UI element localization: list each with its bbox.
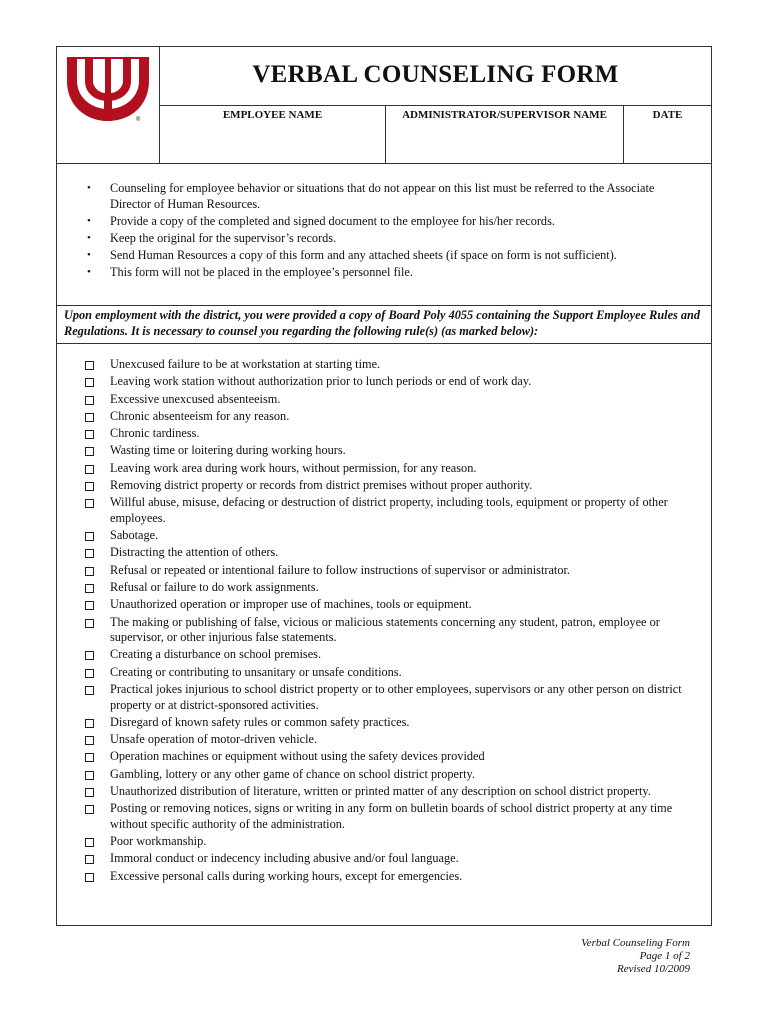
rule-text: Refusal or repeated or intentional failure to follow instructions of supervisor or administrator.	[110, 562, 570, 577]
rule-item	[57, 392, 685, 408]
rule-checkbox[interactable]	[85, 719, 94, 728]
rule-item	[57, 647, 685, 663]
instruction-item	[87, 265, 697, 281]
rule-checkbox[interactable]	[85, 788, 94, 797]
rule-item	[57, 478, 685, 494]
rule-text: Refusal or failure to do work assignments.	[110, 580, 319, 595]
rule-item	[57, 443, 685, 459]
rule-item	[57, 409, 685, 425]
rule-item	[57, 784, 685, 800]
rule-text: Wasting time or loitering during working hours.	[110, 443, 346, 458]
rule-checkbox[interactable]	[85, 430, 94, 439]
bullet-icon: •	[87, 231, 91, 244]
rule-checkbox[interactable]	[85, 855, 94, 864]
rule-item	[57, 545, 685, 561]
policy-statement	[57, 305, 711, 344]
rule-item	[57, 682, 685, 713]
supervisor-name-field[interactable]	[386, 106, 624, 163]
form-header	[57, 47, 711, 164]
registered-mark: ®	[136, 117, 141, 123]
rule-checkbox[interactable]	[85, 532, 94, 541]
rule-text: Excessive personal calls during working hours, except for emergencies.	[110, 868, 463, 883]
rule-text: Creating a disturbance on school premises.	[110, 647, 322, 662]
date-label: DATE	[652, 109, 683, 121]
instruction-item	[87, 248, 697, 264]
rule-item	[57, 851, 685, 867]
rule-checkbox[interactable]	[85, 378, 94, 387]
rule-checkbox[interactable]	[85, 549, 94, 558]
rule-item	[57, 357, 685, 373]
employee-name-field[interactable]	[160, 106, 386, 163]
rule-item	[57, 597, 685, 613]
instruction-item	[87, 181, 697, 212]
policy-text: Upon employment with the district, you were provided a copy of Board Poly 4055 containing the Support Employee Rules and Regulations. It is necessary to counsel you regarding the following rule(s) (as marked below):	[64, 308, 701, 338]
rule-item	[57, 665, 685, 681]
rule-item	[57, 715, 685, 731]
instruction-text: Provide a copy of the completed and signed document to the employee for his/her records.	[110, 213, 555, 228]
instructions-section	[57, 164, 711, 306]
rule-text: Gambling, lottery or any other game of chance on school district property.	[110, 766, 475, 781]
rule-checkbox[interactable]	[85, 838, 94, 847]
rule-text: Unsafe operation of motor-driven vehicle.	[110, 732, 318, 747]
rule-checkbox[interactable]	[85, 805, 94, 814]
rule-text: Chronic absenteeism for any reason.	[110, 408, 290, 423]
rule-text: Chronic tardiness.	[110, 426, 200, 441]
rule-checkbox[interactable]	[85, 686, 94, 695]
rule-checkbox[interactable]	[85, 499, 94, 508]
rule-checkbox[interactable]	[85, 447, 94, 456]
rule-item	[57, 374, 685, 390]
rule-checkbox[interactable]	[85, 465, 94, 474]
form-title: VERBAL COUNSELING FORM	[252, 61, 619, 88]
rule-checkbox[interactable]	[85, 482, 94, 491]
rule-item	[57, 461, 685, 477]
rules-checklist	[57, 357, 711, 886]
rule-checkbox[interactable]	[85, 619, 94, 628]
page-footer	[581, 937, 690, 977]
rule-checkbox[interactable]	[85, 651, 94, 660]
rule-checkbox[interactable]	[85, 736, 94, 745]
rule-item	[57, 801, 685, 832]
rule-checkbox[interactable]	[85, 873, 94, 882]
rule-text: Creating or contributing to unsanitary or unsafe conditions.	[110, 664, 402, 679]
bullet-icon: •	[87, 265, 91, 278]
bullet-icon: •	[87, 214, 91, 227]
rule-item	[57, 732, 685, 748]
rule-item	[57, 615, 685, 646]
title-row	[160, 47, 711, 106]
rule-checkbox[interactable]	[85, 413, 94, 422]
rule-item	[57, 767, 685, 783]
rule-checkbox[interactable]	[85, 396, 94, 405]
employee-name-label: EMPLOYEE NAME	[222, 109, 323, 121]
rule-text: Removing district property or records from district premises without proper authority.	[110, 478, 533, 493]
rule-text: Unauthorized distribution of literature, written or printed matter of any description on school district property.	[110, 784, 651, 799]
rule-text: Leaving work area during work hours, without permission, for any reason.	[110, 460, 477, 475]
instructions-list	[87, 181, 697, 282]
footer-revision: Revised 10/2009	[616, 963, 690, 976]
footer-page-number: Page 1 of 2	[639, 950, 690, 963]
instruction-item	[87, 231, 697, 247]
rule-checkbox[interactable]	[85, 753, 94, 762]
instruction-text: Send Human Resources a copy of this form and any attached sheets (if space on form is not sufficient).	[110, 247, 617, 262]
rule-item	[57, 563, 685, 579]
rule-text: Unexcused failure to be at workstation at starting time.	[110, 357, 381, 371]
rule-checkbox[interactable]	[85, 584, 94, 593]
instruction-item	[87, 214, 697, 230]
bullet-icon: •	[87, 248, 91, 261]
rule-checkbox[interactable]	[85, 361, 94, 370]
rule-text: The making or publishing of false, vicious or malicious statements concerning any student, patron, employee or supervisor, or other injurious false statements.	[110, 614, 660, 645]
form-frame	[56, 46, 712, 926]
rule-text: Sabotage.	[110, 528, 159, 543]
bullet-icon: •	[87, 182, 91, 194]
rule-text: Poor workmanship.	[110, 834, 207, 849]
rule-checkbox[interactable]	[85, 567, 94, 576]
rule-text: Leaving work station without authorization prior to lunch periods or end of work day.	[110, 374, 532, 389]
rule-checkbox[interactable]	[85, 771, 94, 780]
instruction-text: This form will not be placed in the employee’s personnel file.	[110, 264, 413, 279]
footer-form-name: Verbal Counseling Form	[581, 937, 690, 949]
rule-text: Disregard of known safety rules or common safety practices.	[110, 714, 410, 729]
rule-text: Willful abuse, misuse, defacing or destruction of district property, including tools, equipment or property of other employees.	[110, 495, 668, 525]
rule-item	[57, 495, 685, 526]
logo-cell	[57, 47, 160, 163]
rule-checkbox[interactable]	[85, 669, 94, 678]
rule-text: Immoral conduct or indecency including abusive and/or foul language.	[110, 851, 459, 866]
rule-text: Excessive unexcused absenteeism.	[110, 391, 281, 406]
rule-text: Operation machines or equipment without using the safety devices provided	[110, 749, 485, 764]
rule-item	[57, 749, 685, 765]
rule-item	[57, 426, 685, 442]
rule-text: Distracting the attention of others.	[110, 545, 279, 560]
rule-item	[57, 580, 685, 596]
rule-text: Practical jokes injurious to school district property or to other employees, supervisors or any other person on district property or at district-sponsored activities.	[110, 682, 682, 712]
date-field[interactable]	[624, 106, 711, 163]
rule-item	[57, 834, 685, 850]
instruction-text: Counseling for employee behavior or situations that do not appear on this list must be referred to the Associate Director of Human Resources.	[110, 181, 655, 211]
instruction-text: Keep the original for the supervisor’s records.	[110, 230, 337, 245]
rule-item	[57, 528, 685, 544]
rule-checkbox[interactable]	[85, 601, 94, 610]
supervisor-name-label: ADMINISTRATOR/SUPERVISOR NAME	[402, 109, 607, 121]
rule-text: Unauthorized operation or improper use of machines, tools or equipment.	[110, 597, 472, 612]
rule-text: Posting or removing notices, signs or writing in any form on bulletin boards of school district property at any time without specific authority of the administration.	[110, 801, 673, 831]
rule-item	[57, 869, 685, 885]
